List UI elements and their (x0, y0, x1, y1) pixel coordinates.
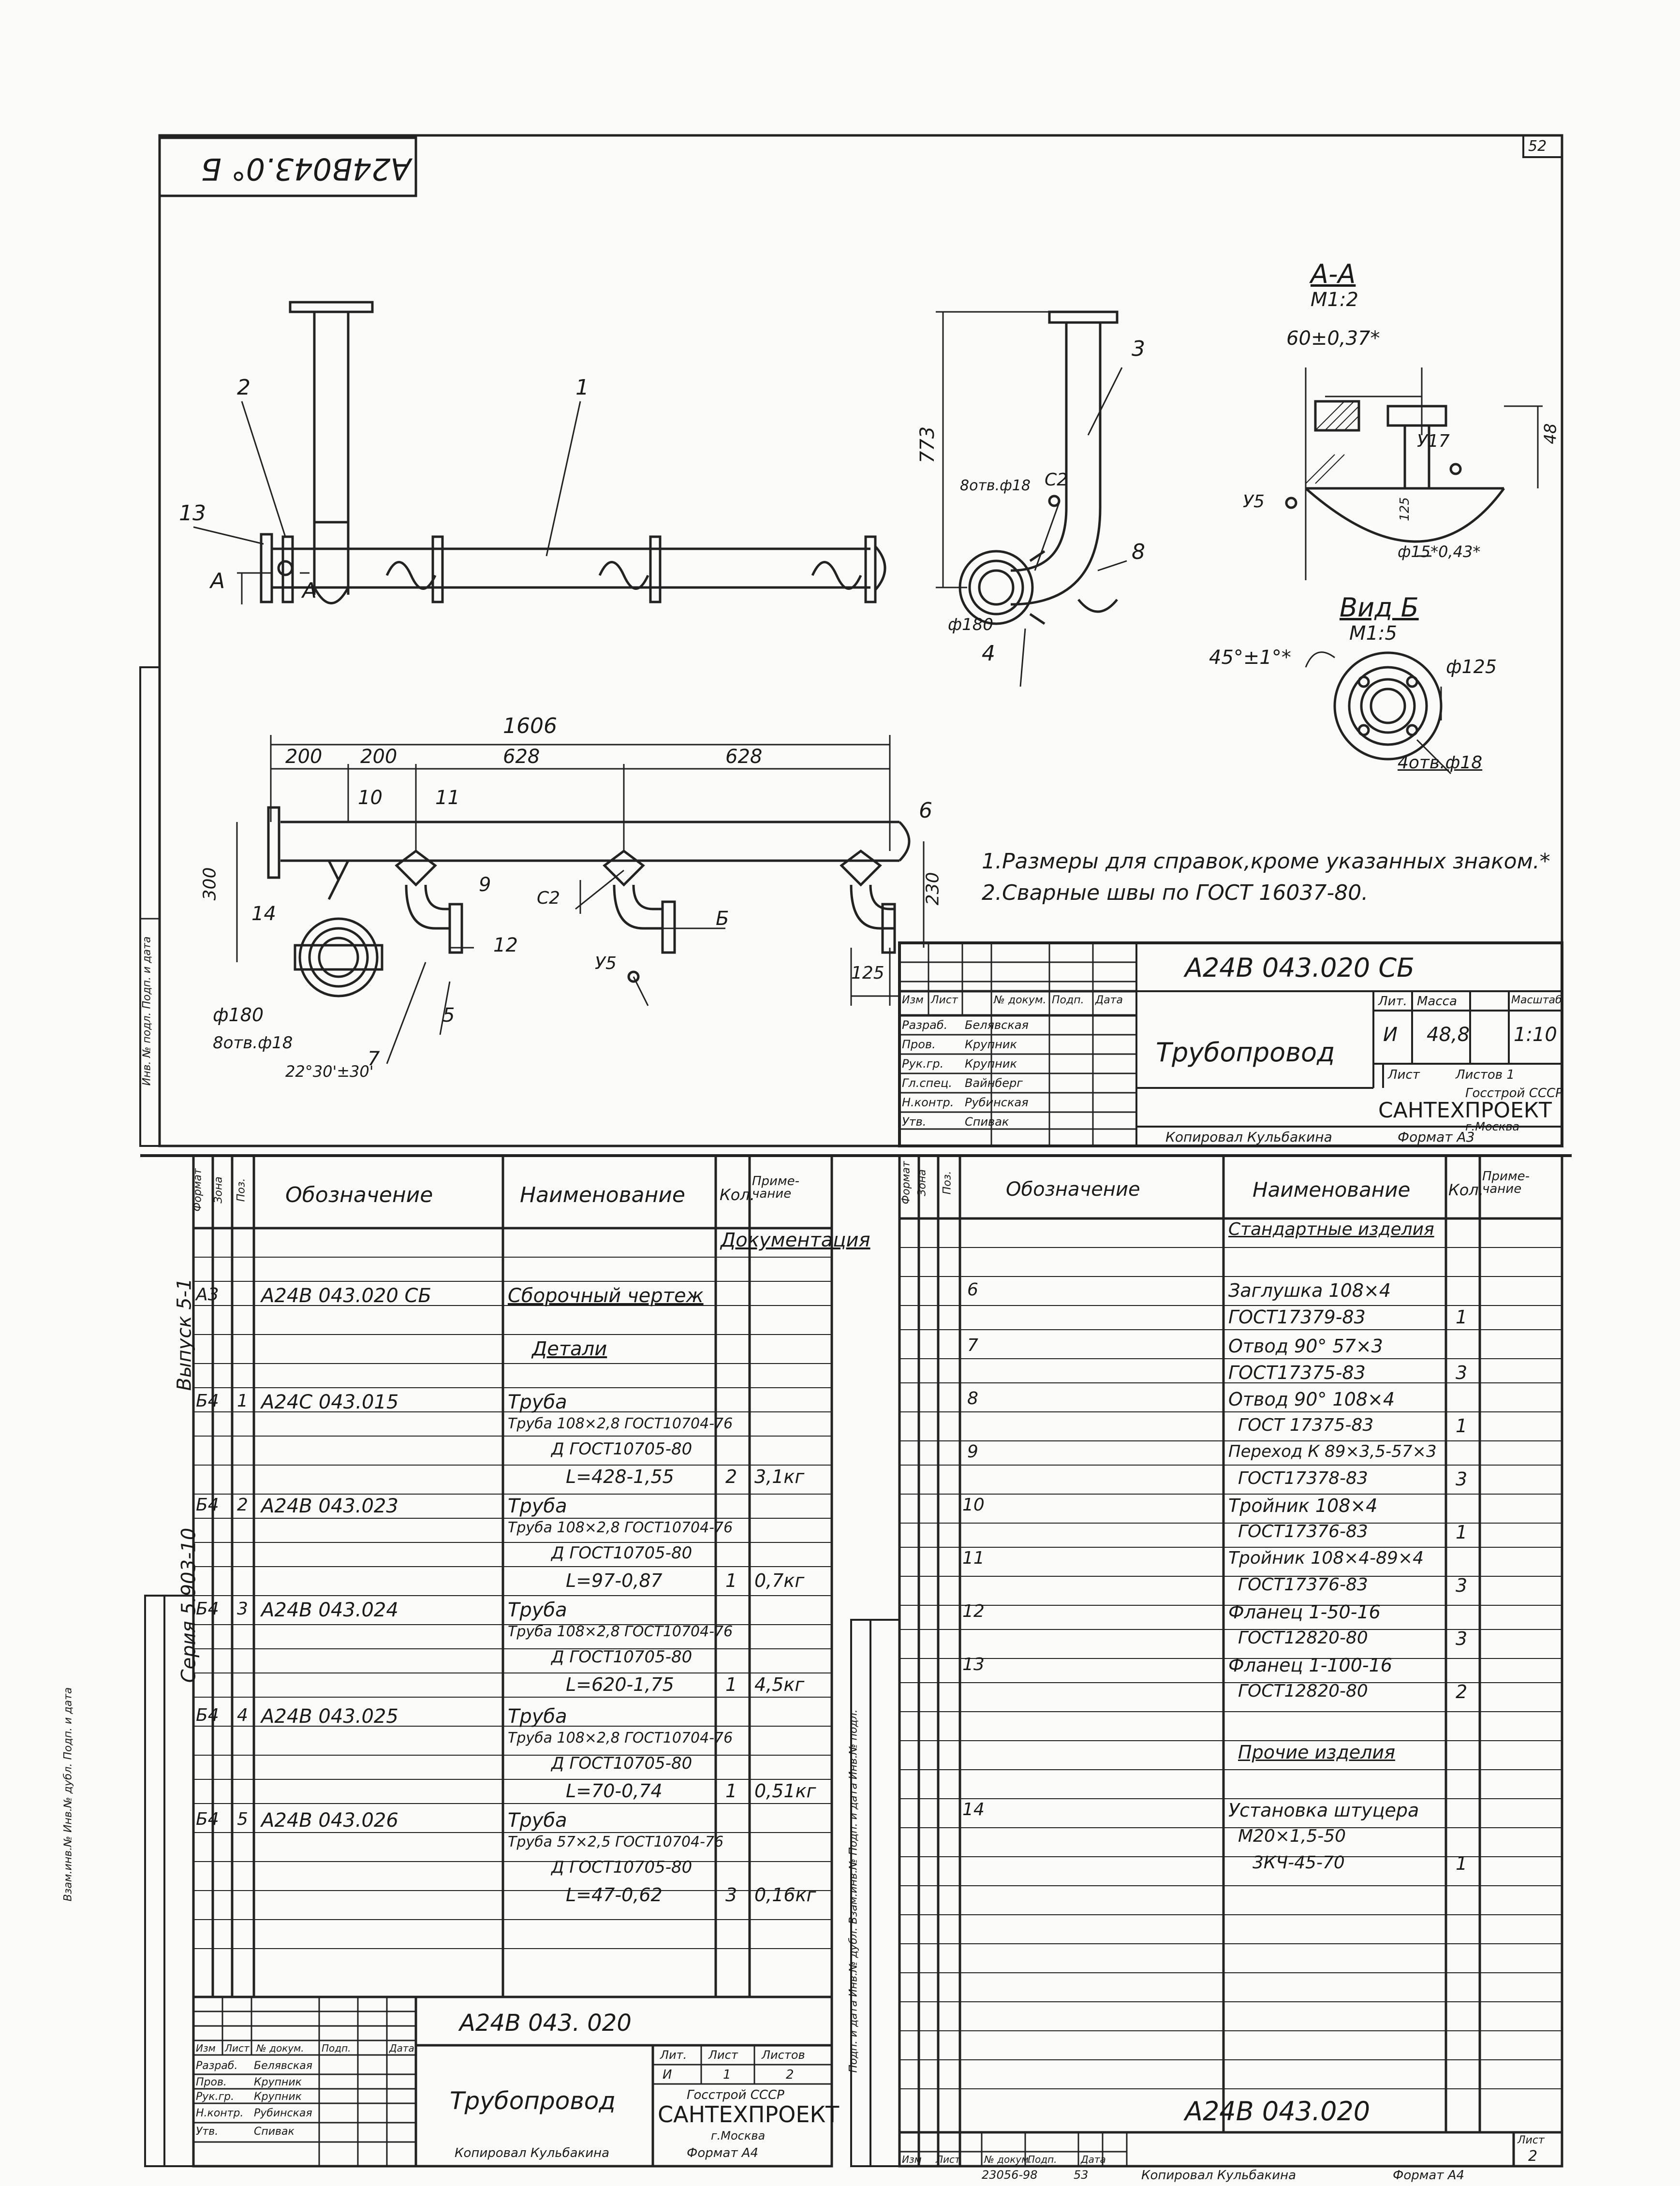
spec-left-h-name: Наименование (520, 1183, 685, 1207)
side-stamp-upper: Инв. № подл. Подп. и дата (141, 936, 153, 1086)
table-row (193, 1545, 832, 1562)
row-note: 3,1кг (754, 1466, 805, 1487)
table-row (193, 1571, 832, 1589)
spec-left-org2: САНТЕХПРОЕКТ (658, 2101, 840, 2127)
tb-head-date: Дата (1095, 994, 1123, 1006)
table-row (899, 1828, 1562, 1845)
table-row (899, 1655, 1562, 1676)
spec-right-h-note: Приме-чание (1482, 1169, 1530, 1196)
tb-org3: г.Москва (1465, 1120, 1520, 1133)
tb-copied: Копировал Кульбакина (1165, 1129, 1332, 1145)
pos-10-label: 10 (358, 787, 383, 809)
spec-left-head-date: Дата (389, 2042, 414, 2054)
row-qty: 2 (725, 1466, 737, 1487)
spec-left-person-0: Белявская (254, 2060, 312, 2072)
table-row (899, 1496, 1562, 1514)
view-b-holes: 4отв.ф18 (1398, 753, 1483, 773)
table-row (899, 1576, 1562, 1594)
spec-right-h-format: Формат (900, 1161, 913, 1204)
table-row (193, 1780, 832, 1802)
tb-mass: 48,8 (1427, 1024, 1470, 1046)
section-aa-125: 125 (1397, 497, 1412, 521)
table-row (899, 1364, 1562, 1381)
spec-left-h-pos: Поз. (235, 1178, 248, 1202)
spec-right-sheet: 2 (1528, 2148, 1538, 2165)
note-1: 1.Размеры для справок,кроме указанных знаком.* (982, 849, 1550, 874)
spec-left-person-3: Рубинская (254, 2107, 312, 2119)
row-format: Б4 (196, 1495, 219, 1515)
row-name: Тройник 108×4 (1228, 1495, 1378, 1516)
spec-left-head-izm: Изм (196, 2042, 216, 2054)
table-row (193, 1391, 832, 1413)
spec-left-head-sign: Подп. (322, 2042, 351, 2054)
tb-head-list: Лист (931, 994, 958, 1006)
spec-right-head-list: Лист (936, 2154, 960, 2165)
spec-left-sheet-label: Лист (708, 2048, 738, 2062)
spec-left-h-qty: Кол. (720, 1186, 755, 1204)
row-designation: А24В 043.025 (261, 1705, 398, 1728)
tb-name: Трубопровод (1156, 1037, 1335, 1068)
row-format: Б4 (196, 1391, 219, 1411)
dim-773: 773 (916, 426, 939, 464)
row-pos: 13 (962, 1655, 985, 1674)
row-name: Тройник 108×4-89×4 (1228, 1548, 1424, 1568)
row-name: Труба (508, 1599, 567, 1621)
spec-left-head-list: Лист (225, 2042, 250, 2054)
plan-d180-label: ф180 (213, 1004, 264, 1026)
note-2: 2.Сварные швы по ГОСТ 16037-80. (982, 880, 1369, 905)
row-name: Прочие изделия (1238, 1742, 1395, 1763)
tb-role-1: Пров. (902, 1038, 936, 1051)
pos-4-label: 4 (982, 641, 995, 666)
spec-left-h-zone: Зона (212, 1176, 225, 1203)
table-row (193, 1835, 832, 1852)
table-row (899, 1281, 1562, 1299)
row-note: 0,16кг (754, 1884, 816, 1906)
spec-left-sheet: 1 (723, 2068, 731, 2082)
spec-left-lit: И (663, 2068, 672, 2082)
row-qty: 1 (1456, 1306, 1468, 1328)
tb-sheet-label: Лист (1388, 1068, 1420, 1082)
row-name: ГОСТ12820-80 (1238, 1681, 1368, 1701)
table-row (193, 1649, 832, 1666)
row-name: Д ГОСТ10705-80 (551, 1543, 693, 1563)
spec-right-h-name: Наименование (1253, 1178, 1411, 1202)
tb-role-4: Н.контр. (902, 1096, 954, 1109)
plan-c2-label: С2 (537, 888, 560, 908)
table-row (193, 1755, 832, 1773)
spec-right-sheet-label: Лист (1518, 2134, 1545, 2146)
row-name: Стандартные изделия (1228, 1219, 1434, 1239)
spec-right-h-pos: Поз. (941, 1171, 954, 1195)
pos-12-label: 12 (493, 934, 518, 956)
table-row (899, 1443, 1562, 1461)
tb-role-5: Утв. (902, 1115, 927, 1129)
tb-person-3: Вайнберг (965, 1076, 1023, 1090)
section-a-left-label: А (210, 569, 225, 593)
view-b-angle: 45°±1°* (1209, 646, 1291, 669)
spec-left-head-doc: № докум. (256, 2042, 304, 2054)
row-name: ГОСТ17379-83 (1228, 1306, 1366, 1328)
plan-b-label: Б (716, 908, 729, 930)
plan-holes-label: 8отв.ф18 (213, 1033, 293, 1053)
row-name: Труба (508, 1809, 567, 1832)
spec-left-role-3: Н.контр. (196, 2107, 244, 2119)
tb-role-2: Рук.гр. (902, 1057, 944, 1071)
row-designation: А24С 043.015 (261, 1391, 399, 1413)
row-name: Заглушка 108×4 (1228, 1280, 1391, 1301)
table-row (193, 1675, 832, 1693)
table-row (899, 1550, 1562, 1567)
pos-3-label: 3 (1132, 337, 1145, 361)
row-qty: 3 (725, 1884, 737, 1906)
table-row (899, 1390, 1562, 1408)
table-row (899, 1601, 1562, 1623)
view-b-scale: М1:5 (1349, 622, 1397, 645)
plan-view-geometry (237, 735, 924, 1064)
dim-total: 1606 (503, 714, 557, 738)
section-aa-dim: 60±0,37* (1286, 327, 1380, 350)
row-pos: 11 (962, 1548, 985, 1568)
plan-y5-label: У5 (595, 954, 617, 973)
tb-person-2: Крупник (965, 1057, 1017, 1071)
spec-right-rows (899, 1221, 1562, 2130)
tb-head-izm: Изм (902, 994, 924, 1006)
plan-angle-label: 22°30'±30' (285, 1062, 374, 1081)
row-note: 0,51кг (754, 1780, 816, 1802)
row-name: Труба 108×2,8 ГОСТ10704-76 (508, 1623, 733, 1640)
row-name: Детали (532, 1338, 607, 1360)
tb-scale-label: Масштаб (1511, 994, 1562, 1006)
row-pos: 1 (237, 1391, 248, 1411)
dim-200-a: 200 (285, 746, 323, 768)
spec-left-org3: г.Москва (711, 2129, 766, 2142)
tb-role-0: Разраб. (902, 1018, 948, 1032)
row-name: ГОСТ17375-83 (1228, 1362, 1366, 1383)
pos-1-label: 1 (575, 375, 589, 400)
table-row (193, 1625, 832, 1642)
table-row (899, 1415, 1562, 1437)
tb-person-0: Белявская (965, 1018, 1029, 1032)
view-b-d125: ф125 (1446, 656, 1497, 677)
row-name: Переход К 89×3,5-57×3 (1228, 1442, 1437, 1461)
row-pos: 4 (237, 1705, 248, 1725)
row-pos: 7 (967, 1335, 978, 1355)
row-pos: 3 (237, 1599, 248, 1619)
row-pos: 5 (237, 1809, 248, 1829)
row-designation: А24В 043.024 (261, 1599, 398, 1621)
row-name: L=620-1,75 (566, 1674, 674, 1695)
row-name: ГОСТ 17375-83 (1238, 1415, 1374, 1435)
table-row (899, 1629, 1562, 1647)
spec-right-h-qty: Кол. (1448, 1181, 1484, 1199)
row-format: Б4 (196, 1705, 219, 1725)
dim-200-b: 200 (360, 746, 398, 768)
row-name: Труба (508, 1495, 567, 1517)
tb-format: Формат А3 (1398, 1129, 1475, 1145)
table-row (899, 1801, 1562, 1819)
sheet-number: 52 (1528, 138, 1547, 155)
spec-left-h-note: Приме-чание (752, 1174, 799, 1201)
row-designation: А24В 043.026 (261, 1809, 398, 1832)
section-aa-y5: У5 (1243, 492, 1265, 512)
tb-mass-label: Масса (1417, 994, 1457, 1009)
side-c2-label: С2 (1045, 470, 1068, 490)
row-name: Установка штуцера (1228, 1800, 1419, 1821)
row-name: Труба (508, 1391, 567, 1413)
spec-left-person-1: Крупник (254, 2076, 302, 2088)
row-name: Д ГОСТ10705-80 (551, 1439, 693, 1459)
pos-5-label: 5 (442, 1004, 455, 1027)
row-name: Сборочный чертеж (508, 1285, 704, 1307)
tb-lit-label: Лит. (1378, 994, 1407, 1009)
spec-left-sheets-label: Листов (762, 2048, 805, 2062)
row-name: Труба 108×2,8 ГОСТ10704-76 (508, 1730, 733, 1746)
spec-right-head-izm: Изм (902, 2154, 922, 2165)
table-row (193, 1731, 832, 1748)
row-name: L=97-0,87 (566, 1570, 663, 1591)
side-stamp-left: Взам.инв.№ Инв.№ дубл. Подп. и дата (62, 1687, 74, 1902)
row-name: Отвод 90° 108×4 (1228, 1389, 1395, 1410)
table-row (193, 1859, 832, 1877)
row-pos: 9 (967, 1442, 978, 1462)
table-row (193, 1229, 870, 1251)
spec-left-format: Формат А4 (687, 2146, 759, 2160)
table-row (193, 1705, 832, 1728)
table-row (193, 1495, 832, 1517)
table-row (899, 1522, 1562, 1543)
pos-13-label: 13 (179, 501, 206, 526)
row-qty: 1 (1456, 1415, 1468, 1437)
pos-7-label: 7 (368, 1048, 380, 1070)
table-row (193, 1521, 832, 1538)
spec-right-head-date: Дата (1081, 2154, 1106, 2165)
tb-org1: Госстрой СССР (1465, 1086, 1563, 1100)
row-name: ГОСТ17376-83 (1238, 1522, 1368, 1541)
tb-code: А24В 043.020 СБ (1185, 953, 1415, 983)
table-row (193, 1884, 832, 1906)
spec-right-h-designation: Обозначение (1006, 1178, 1140, 1201)
row-designation: А24В 043.020 СБ (261, 1285, 431, 1307)
row-note: 4,5кг (754, 1674, 805, 1695)
side-stamp-right: Подп. и дата Инв.№ дубл. Взам.инв.№ Подп. и дата Инв.№ подл. (847, 1709, 860, 2073)
tb-person-5: Спивак (965, 1115, 1009, 1129)
row-name: Фланец 1-50-16 (1228, 1601, 1381, 1623)
section-aa-y17: У17 (1417, 431, 1450, 451)
row-qty: 1 (1456, 1522, 1468, 1543)
spec-left-stamp-name: Трубопровод (450, 2087, 616, 2115)
row-qty: 3 (1456, 1362, 1468, 1383)
row-format: Б4 (196, 1599, 219, 1619)
spec-right-order: 23056-98 (982, 2168, 1038, 2182)
spec-right-stamp-code: А24В 043.020 (1185, 2096, 1371, 2127)
table-row (899, 1743, 1562, 1761)
table-row (193, 1285, 832, 1307)
row-qty: 3 (1456, 1575, 1468, 1596)
spec-right-head-doc: № докум. (984, 2154, 1032, 2165)
row-name: ГОСТ17376-83 (1238, 1575, 1368, 1595)
row-name: 3КЧ-45-70 (1253, 1853, 1345, 1873)
dim-230: 230 (923, 872, 943, 906)
issue-label: Выпуск 5-1 (173, 1278, 196, 1391)
table-row (899, 1468, 1562, 1490)
section-aa-title: А-А (1311, 259, 1356, 289)
row-pos: 8 (967, 1389, 978, 1408)
row-name: М20×1,5-50 (1238, 1826, 1346, 1846)
row-qty: 2 (1456, 1681, 1468, 1702)
row-qty: 1 (725, 1570, 737, 1591)
table-row (899, 1221, 1562, 1238)
table-row (899, 1683, 1562, 1700)
row-name: Труба (508, 1705, 567, 1728)
row-name: Труба 108×2,8 ГОСТ10704-76 (508, 1415, 733, 1432)
row-name: L=70-0,74 (566, 1780, 663, 1802)
row-qty: 3 (1456, 1468, 1468, 1490)
spec-left-role-0: Разраб. (196, 2060, 238, 2072)
tb-lit: И (1383, 1024, 1398, 1046)
spec-right-h-zone: Зона (916, 1169, 928, 1196)
tb-head-sign: Подп. (1052, 994, 1084, 1006)
spec-left-role-1: Пров. (196, 2076, 227, 2088)
table-row (193, 1599, 832, 1621)
row-qty: 1 (1456, 1853, 1468, 1874)
section-a-right-label: А (302, 578, 317, 603)
spec-left-lit-label: Лит. (660, 2048, 687, 2062)
pos-6-label: 6 (919, 798, 932, 823)
row-name: Д ГОСТ10705-80 (551, 1858, 693, 1877)
tb-sheets-label: Листов 1 (1456, 1068, 1515, 1082)
row-name: ГОСТ12820-80 (1238, 1628, 1368, 1648)
row-note: 0,7кг (754, 1570, 805, 1591)
row-name: L=47-0,62 (566, 1884, 663, 1906)
section-aa-48: 48 (1541, 423, 1561, 444)
tb-role-3: Гл.спец. (902, 1076, 952, 1090)
dim-628-a: 628 (503, 746, 540, 768)
doc-stamp: А24В043.0° Б (201, 151, 411, 187)
table-row (193, 1417, 832, 1434)
table-row (193, 1467, 832, 1485)
row-name: Труба 108×2,8 ГОСТ10704-76 (508, 1519, 733, 1536)
spec-right-format: Формат А4 (1393, 2168, 1465, 2183)
table-row (193, 1809, 832, 1832)
spec-left-org1: Госстрой СССР (687, 2088, 784, 2102)
tb-org2: САНТЕХПРОЕКТ (1378, 1098, 1552, 1123)
top-view-geometry (193, 302, 885, 604)
spec-left-role-2: Рук.гр. (196, 2091, 235, 2103)
pos-14-label: 14 (251, 903, 276, 925)
pos-9-label: 9 (479, 874, 491, 896)
row-format: А3 (196, 1285, 219, 1305)
spec-left-sheets: 2 (786, 2068, 794, 2082)
row-pos: 6 (967, 1280, 978, 1300)
row-designation: А24В 043.023 (261, 1495, 398, 1517)
spec-right-num: 53 (1074, 2168, 1089, 2182)
spec-right-head-sign: Подп. (1028, 2154, 1057, 2165)
dim-628-b: 628 (725, 746, 763, 768)
tb-head-doc: № докум. (994, 994, 1046, 1006)
pos-2-label: 2 (237, 375, 251, 400)
row-name: Отвод 90° 57×3 (1228, 1335, 1383, 1357)
table-row (899, 1306, 1562, 1328)
row-name: Фланец 1-100-16 (1228, 1655, 1392, 1676)
row-name: Д ГОСТ10705-80 (551, 1754, 693, 1773)
tb-scale: 1:10 (1514, 1024, 1557, 1046)
spec-left-person-2: Крупник (254, 2091, 302, 2103)
row-name: L=428-1,55 (566, 1466, 674, 1487)
spec-left-role-4: Утв. (196, 2126, 219, 2138)
row-qty: 1 (725, 1674, 737, 1695)
row-qty: 1 (725, 1780, 737, 1802)
row-format: Б4 (196, 1809, 219, 1829)
row-name: Труба 57×2,5 ГОСТ10704-76 (508, 1834, 724, 1850)
section-aa-scale: М1:2 (1311, 289, 1358, 311)
spec-left-h-designation: Обозначение (285, 1183, 433, 1207)
row-name: Документация (721, 1229, 870, 1251)
table-row (899, 1335, 1562, 1357)
spec-right-copied: Копировал Кульбакина (1141, 2168, 1297, 2183)
row-qty: 3 (1456, 1628, 1468, 1649)
pos-8-label: 8 (1132, 540, 1145, 564)
tb-person-1: Крупник (965, 1038, 1017, 1051)
side-d180-label: ф180 (948, 615, 993, 634)
spec-left-person-4: Спивак (254, 2126, 295, 2138)
spec-left-stamp-code: А24В 043. 020 (459, 2010, 632, 2037)
spec-left-copied: Копировал Кульбакина (455, 2146, 610, 2160)
row-name: ГОСТ17378-83 (1238, 1468, 1368, 1488)
row-pos: 2 (237, 1495, 248, 1515)
row-pos: 12 (962, 1601, 985, 1621)
row-name: Д ГОСТ10705-80 (551, 1647, 693, 1667)
row-pos: 14 (962, 1800, 985, 1819)
table-row (193, 1338, 832, 1360)
dim-125: 125 (851, 963, 884, 983)
spec-left-h-format: Формат (192, 1168, 204, 1212)
pos-11-label: 11 (435, 787, 460, 809)
table-row (193, 1441, 832, 1458)
section-aa-hole: ф15*0,43* (1398, 543, 1481, 561)
dim-300: 300 (200, 867, 220, 901)
side-holes-label: 8отв.ф18 (960, 477, 1031, 494)
series-label: Серия 5.903-10 (177, 1527, 200, 1683)
view-b-title: Вид Б (1340, 592, 1419, 623)
tb-person-4: Рубинская (965, 1096, 1029, 1109)
row-pos: 10 (962, 1495, 985, 1515)
table-row (899, 1854, 1562, 1872)
